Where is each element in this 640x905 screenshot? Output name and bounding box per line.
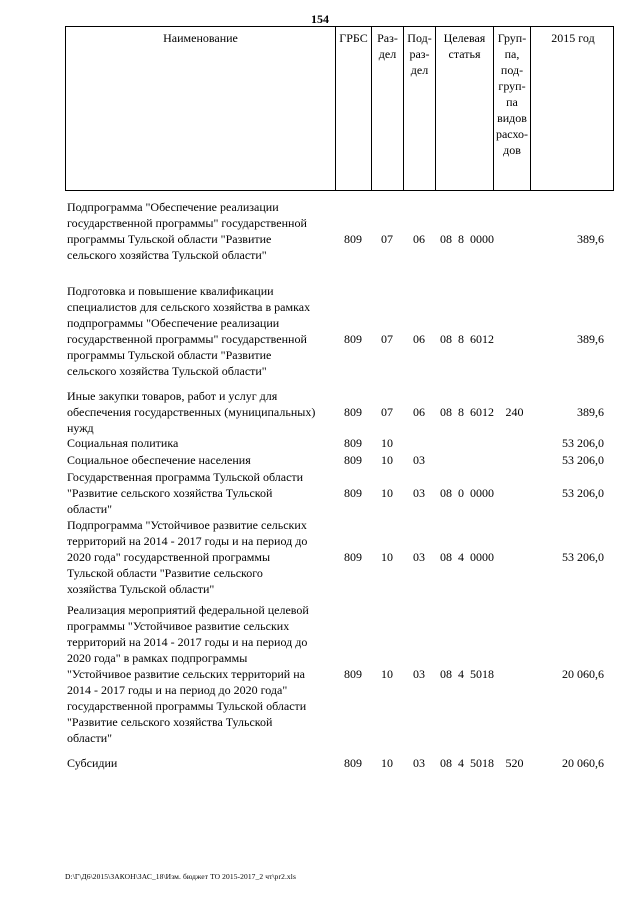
row-name: Подпрограмма "Устойчивое развитие сельских территорий на 2014 - 2017 годы и на период до 2020 года" государственной программы Тульской области "Развитие сельского хозяйства Тульской области"	[67, 518, 308, 596]
row-grbs: 809	[344, 667, 362, 681]
row-amount: 389,6	[577, 405, 604, 419]
header-podrazdel: Под- раз- дел	[404, 27, 436, 190]
row-grbs: 809	[344, 232, 362, 246]
header-gruppa: Груп- па, под- груп- па видов расхо- дов	[494, 27, 531, 190]
row-podrazdel: 03	[413, 486, 425, 500]
row-cs: 08 8 6012	[440, 332, 494, 346]
row-cs: 08 0 0000	[440, 486, 494, 500]
row-podrazdel: 06	[413, 232, 425, 246]
row-razdel: 10	[381, 756, 393, 770]
row-name: Социальная политика	[67, 436, 179, 450]
page-number: 154	[311, 12, 329, 26]
row-amount: 20 060,6	[562, 756, 604, 770]
row-name: Подготовка и повышение квалификации специалистов для сельского хозяйства в рамках подпрограммы "Обеспечение реализации государственной программы" государственной программы Тульской области "Развитие сельского хозяйства Тульской области"	[67, 284, 311, 378]
row-cs: 08 4 0000	[440, 550, 494, 564]
row-grbs: 809	[344, 436, 362, 450]
row-amount: 20 060,6	[562, 667, 604, 681]
row-razdel: 10	[381, 667, 393, 681]
row-podrazdel: 03	[413, 453, 425, 467]
row-razdel: 10	[381, 453, 393, 467]
row-cs: 08 4 5018	[440, 756, 494, 770]
row-vr: 240	[505, 405, 524, 419]
header-celevaya: Целевая статья	[436, 27, 494, 190]
row-cs: 08 8 0000	[440, 232, 494, 246]
row-podrazdel: 06	[413, 332, 425, 346]
row-amount: 53 206,0	[562, 436, 604, 450]
row-podrazdel: 03	[413, 550, 425, 564]
row-grbs: 809	[344, 486, 362, 500]
row-amount: 389,6	[577, 332, 604, 346]
row-cs: 08 4 5018	[440, 667, 494, 681]
row-amount: 53 206,0	[562, 550, 604, 564]
row-razdel: 07	[381, 405, 393, 419]
row-podrazdel: 03	[413, 756, 425, 770]
row-cs: 08 8 6012	[440, 405, 494, 419]
row-name: Государственная программа Тульской области "Развитие сельского хозяйства Тульской области"	[67, 470, 304, 516]
header-name: Наименование	[66, 27, 336, 190]
row-podrazdel: 06	[413, 405, 425, 419]
row-amount: 53 206,0	[562, 453, 604, 467]
row-grbs: 809	[344, 405, 362, 419]
row-vr: 520	[505, 756, 524, 770]
row-name: Иные закупки товаров, работ и услуг для обеспечения государственных (муниципальных) нужд	[67, 389, 316, 435]
row-name: Субсидии	[67, 756, 118, 770]
row-razdel: 10	[381, 436, 393, 450]
row-grbs: 809	[344, 550, 362, 564]
row-razdel: 10	[381, 486, 393, 500]
file-path-footer: D:\Г\Д6\2015\ЗАКОН\ЗАС_18\Изм. бюджет ТО 2015-2017_2 чт\pr2.xls	[65, 872, 296, 881]
row-razdel: 10	[381, 550, 393, 564]
row-grbs: 809	[344, 756, 362, 770]
header-grbs: ГРБС	[336, 27, 372, 190]
row-grbs: 809	[344, 453, 362, 467]
row-name: Подпрограмма "Обеспечение реализации государственной программы" государственной программы Тульской области "Развитие сельского хозяйства Тульской области"	[67, 200, 307, 262]
row-razdel: 07	[381, 232, 393, 246]
row-amount: 389,6	[577, 232, 604, 246]
row-name: Реализация мероприятий федеральной целевой программы "Устойчивое развитие сельских территорий на 2014 - 2017 годы и на период до 2020 года" в рамках подпрограммы "Устойчивое развитие сельских территорий на 2014 - 2017 годы и на период до 2020 года" государственной программы Тульской области "Развитие сельского хозяйства Тульской области"	[67, 603, 309, 745]
row-razdel: 07	[381, 332, 393, 346]
row-amount: 53 206,0	[562, 486, 604, 500]
row-name: Социальное обеспечение населения	[67, 453, 251, 467]
table-header	[65, 26, 614, 191]
header-razdel: Раз- дел	[372, 27, 404, 190]
row-podrazdel: 03	[413, 667, 425, 681]
header-year: 2015 год	[551, 31, 595, 45]
row-grbs: 809	[344, 332, 362, 346]
